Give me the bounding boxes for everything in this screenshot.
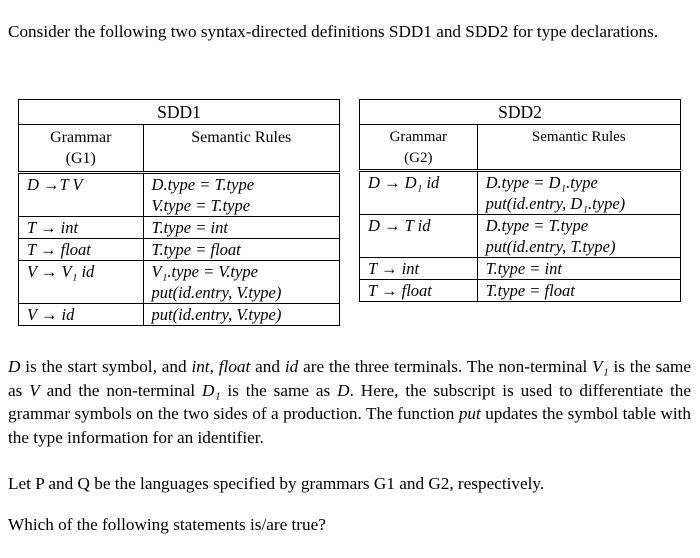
semantic-rule: put(id.entry, T.type) <box>485 237 616 256</box>
semantic-rules <box>477 280 680 302</box>
sdd2-rows <box>360 171 681 302</box>
sdd1-title: SDD1 <box>19 100 340 125</box>
semantic-rule: V.type = T.type <box>151 196 251 215</box>
semantic-rules <box>477 258 680 280</box>
production <box>19 173 144 217</box>
text-span: and the non-terminal <box>39 380 203 400</box>
semantic-rule: T.type = float <box>151 240 241 259</box>
sdd2-grammar-sub: (G2) <box>404 150 433 166</box>
production <box>19 304 144 326</box>
text-span: is the same as <box>220 380 338 400</box>
production-row <box>19 239 340 261</box>
production-text: D →T V <box>27 175 83 194</box>
text-span: is the same as <box>8 357 691 400</box>
sdd1-rules-header: Semantic Rules <box>143 125 339 173</box>
symbol-D: D <box>337 380 350 400</box>
text-span: is the start symbol, and <box>20 357 192 376</box>
sdd2-grammar-label: Grammar <box>389 129 448 145</box>
production-row <box>19 261 340 304</box>
semantic-rules <box>143 173 339 217</box>
semantic-rule: put(id.entry, D₁.type) <box>485 194 626 213</box>
sdd1-grammar-sub: (G1) <box>65 150 96 167</box>
sdd1-grammar-label: Grammar <box>50 129 112 146</box>
symbol-V: V <box>29 380 40 400</box>
semantic-rule: put(id.entry, V.type) <box>151 283 282 302</box>
text-span: , <box>209 357 219 376</box>
production <box>360 280 478 302</box>
symbol-put: put <box>458 404 481 423</box>
symbol-V1: V₁ <box>592 357 609 376</box>
semantic-rules <box>143 261 339 304</box>
semantic-rule: D.type = T.type <box>151 175 255 194</box>
sdd2-table <box>359 99 681 302</box>
question-languages: Let P and Q be the languages specified by grammars G1 and G2, respectively. <box>8 474 545 493</box>
text-span: are the three terminals. The non-terminal <box>298 357 593 376</box>
production <box>19 217 144 239</box>
sdd2-rules-header: Semantic Rules <box>477 125 680 171</box>
symbol-int: int <box>191 357 210 376</box>
sdd1-table <box>18 99 340 326</box>
production-row <box>19 173 340 217</box>
semantic-rule: T.type = float <box>485 281 575 300</box>
semantic-rules <box>143 304 339 326</box>
production <box>360 171 478 215</box>
text-span: and <box>250 357 285 376</box>
production-text: D → T id <box>368 216 431 235</box>
sdd2-grammar-header <box>360 125 478 171</box>
production-text: T → int <box>27 218 79 237</box>
production <box>19 261 144 304</box>
sdd2-title: SDD2 <box>360 100 681 125</box>
semantic-rule: T.type = int <box>151 218 228 237</box>
production-row <box>360 280 681 302</box>
production-text: T → float <box>27 240 91 259</box>
semantic-rule: D.type = T.type <box>485 216 589 235</box>
production-text: V → V₁ id <box>27 262 95 281</box>
production <box>360 215 478 258</box>
production-row <box>19 217 340 239</box>
sdd1-grammar-header <box>19 125 144 173</box>
production-row <box>360 258 681 280</box>
semantic-rules <box>143 217 339 239</box>
semantic-rules <box>477 171 680 215</box>
question-prompt: Which of the following statements is/are true? <box>8 515 326 534</box>
production-row <box>360 171 681 215</box>
symbol-id: id <box>284 357 299 376</box>
symbol-D: D <box>8 357 21 376</box>
production-text: T → int <box>368 259 420 278</box>
semantic-rule: D.type = D₁.type <box>485 173 598 192</box>
semantic-rule: put(id.entry, V.type) <box>151 305 282 324</box>
question-intro: Consider the following two syntax-directed definitions SDD1 and SDD2 for type declarations. <box>8 22 659 41</box>
semantic-rule: T.type = int <box>485 259 562 278</box>
sdd1-rows <box>19 173 340 326</box>
production-row <box>19 304 340 326</box>
symbol-D1: D₁ <box>202 380 221 400</box>
production-text: D → D₁ id <box>368 173 440 192</box>
production-text: V → id <box>27 305 75 324</box>
semantic-rules <box>143 239 339 261</box>
question-definitions <box>8 355 691 449</box>
production <box>360 258 478 280</box>
text-span: . Here, the subscript is used to differentiate the grammar symbols on the two sides of a production. The function <box>8 380 691 423</box>
semantic-rule: V₁.type = V.type <box>151 262 258 281</box>
production <box>19 239 144 261</box>
text-span: updates the symbol table with the type information for an identifier. <box>8 404 692 447</box>
production-text: T → float <box>368 281 432 300</box>
production-row <box>360 215 681 258</box>
semantic-rules <box>477 215 680 258</box>
symbol-float: float <box>218 357 251 376</box>
